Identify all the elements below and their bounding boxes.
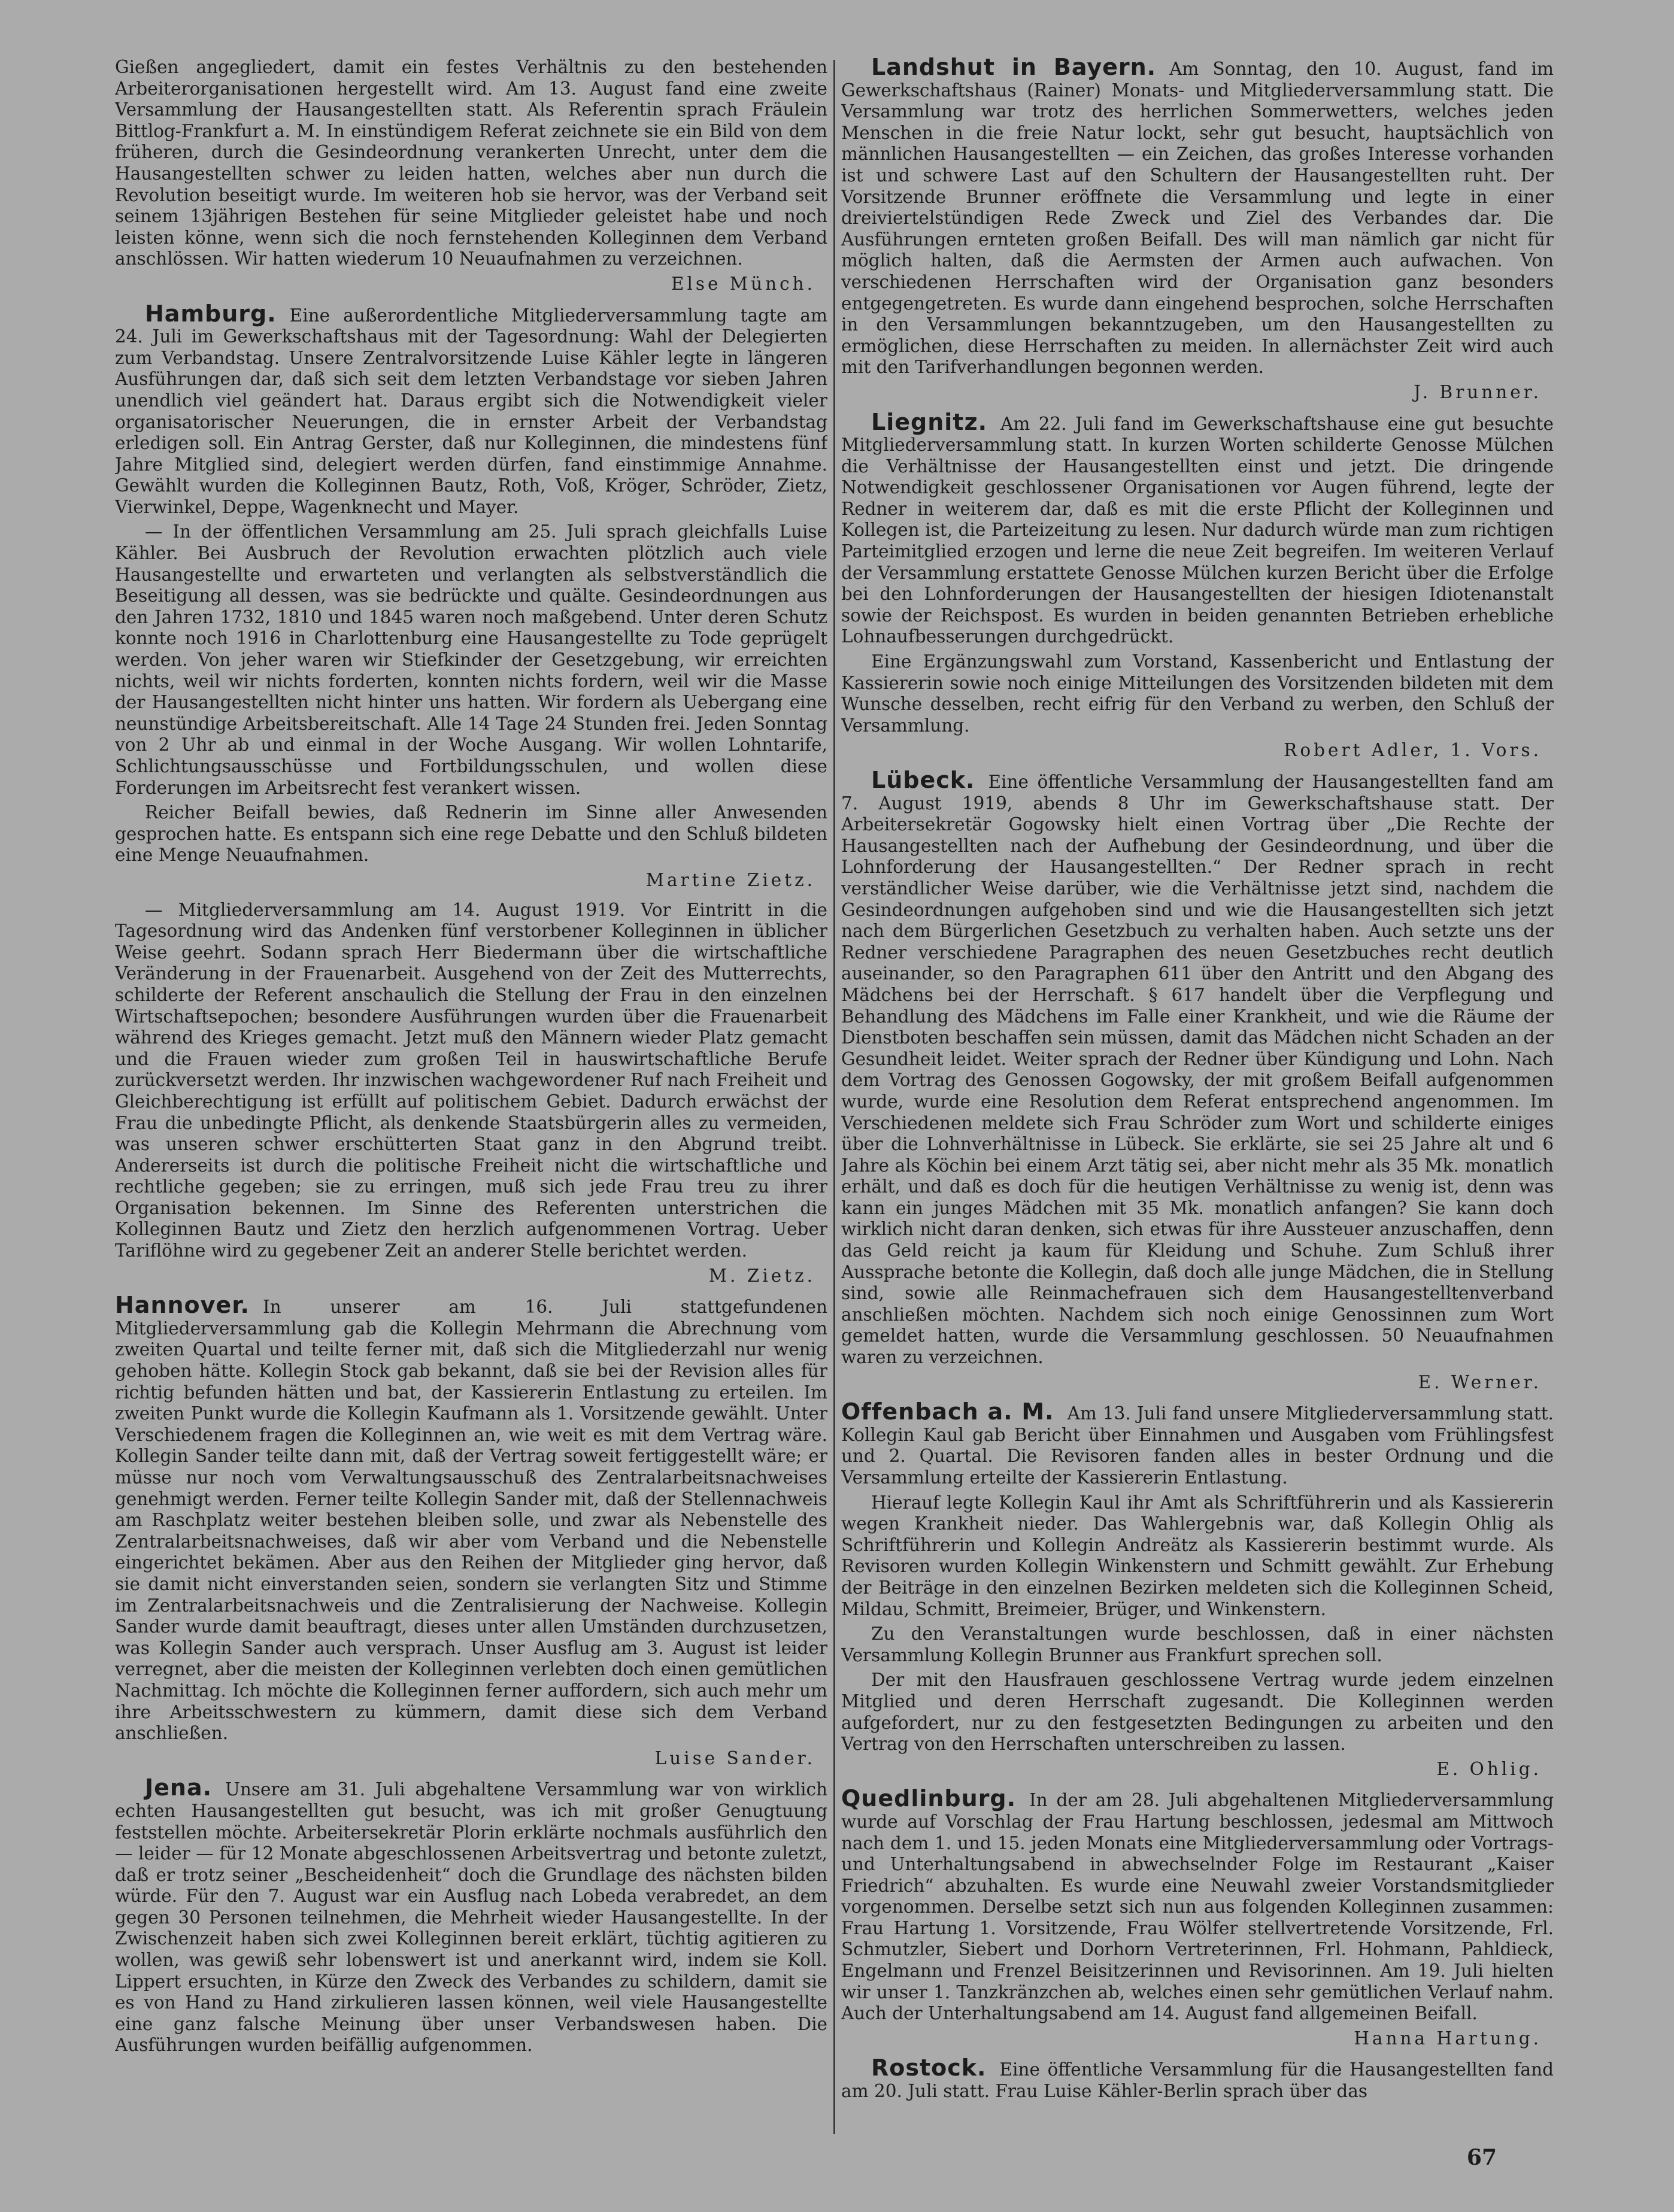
report-landshut (841, 57, 1554, 403)
signature: Hanna Hartung. (1354, 2028, 1542, 2049)
report-jena (115, 1774, 827, 2056)
article-text: Eine öffentliche Versammlung für die Hausangestellten fand am 20. Juli statt. Frau Luise Kähler-Berlin sprach über das (841, 2059, 1554, 2102)
paragraph (841, 408, 1554, 648)
article-text: Eine Ergänzungswahl zum Vorstand, Kassenbericht und Entlastung der Kassiererin sowie noch einige Mitteilungen des Vorsitzenden bildeten mit dem Wunsche desselben, recht eifrig für den Verband zu werben, den Schluß der Versammlung. (841, 651, 1554, 736)
place-heading: Liegnitz. (871, 408, 988, 435)
article-text: In der am 28. Juli abgehaltenen Mitgliederversammlung wurde auf Vorschlag der Frau Hartung beschlossen, jedesmal am Mittwoch nach dem 1. und 15. jeden Monats eine Mitgliederversammlung oder Vortrags- und Unterhaltungsabend in abwechselnder Folge im Restaurant „Kaiser Friedrich“ abzuhalten. Es wurde eine Neuwahl zweier Vorstandsmitglieder vorgenommen. Derselbe setzt sich nun aus folgenden Kolleginnen zusammen: Frau Hartung 1. Vorsitzende, Frau Wölfer stellvertretende Vorsitzende, Frl. Schmutzler, Siebert und Dorhorn Vertreterinnen, Frl. Hohmann, Pahldieck, Engelmann und Frenzel Beisitzerinnen und Revisorinnen. Am 19. Juli hielten wir unser 1. Tanzkränzchen ab, welches einen sehr gemütlichen Verlauf nahm. Auch der Unterhaltungsabend am 14. August fand allgemeinen Beifall. (841, 1790, 1554, 2024)
place-heading: Quedlinburg. (841, 1785, 1017, 1812)
paragraph (115, 57, 827, 270)
paragraph (115, 1292, 827, 1744)
paragraph (841, 57, 1554, 378)
place-heading: Landshut in Bayern. (871, 57, 1157, 80)
report-rostock (841, 2055, 1554, 2102)
article-text: Gießen angegliedert, damit ein festes Verhältnis zu den bestehenden Arbeiterorganisationen hergestellt wird. Am 13. August fand eine zweite Versammlung der Hausangestellten statt. Als Referentin sprach Fräulein Bittlog-Frankfurt a. M. In einstündigem Referat zeichnete sie ein Bild von dem früheren, durch die Gesindeordnung verankerten Unrecht, unter dem die Hausangestellten schwer zu leiden hatten, welches aber nun durch die Revolution beseitigt wurde. Im weiteren hob sie hervor, was der Verband seit seinem 13jährigen Bestehen für seine Mitglieder geleistet habe und noch leisten könne, wenn sich die noch fernstehenden Kolleginnen dem Verband anschlössen. Wir hatten wiederum 10 Neuaufnahmen zu verzeichnen. (115, 57, 827, 269)
report-quedlinburg (841, 1785, 1554, 2049)
paragraph (841, 1670, 1554, 1755)
place-heading: Hamburg. (145, 300, 277, 327)
signature: M. Zietz. (708, 1265, 815, 1286)
article-text: Unsere am 31. Juli abgehaltene Versammlung war von wirklich echten Hausangestellten gut besucht, was ich mit großer Genugtuung feststellen möchte. Arbeitersekretär Plorin erklärte nochmals ausführlich den — leider — für 12 Monate abgeschlossenen Arbeitsvertrag und betonte zuletzt, daß er trotz seiner „Bescheidenheit“ doch die Grundlage des nächsten bilden würde. Für den 7. August war ein Ausflug nach Lobeda verabredet, an dem gegen 30 Personen teilnehmen, die Mehrheit wieder Hausangestellte. In der Zwischenzeit haben sich zwei Kolleginnen bereit erklärt, tüchtig agitieren zu wollen, was gewiß sehr lobenswert ist und anerkannt wird, indem sie Koll. Lippert ersuchten, in Kürze den Zweck des Verbandes zu schildern, damit sie es von Hand zu Hand zirkulieren lassen können, weil viele Hausangestellte eine ganz falsche Meinung über unser Verbandswesen haben. Die Ausführungen wurden beifällig aufgenommen. (115, 1779, 827, 2056)
article-text: In unserer am 16. Juli stattgefundenen Mitgliederversammlung gab die Kollegin Mehrmann die Abrechnung vom zweiten Quartal und teilte ferner mit, daß sich die Mitgliederzahl nur wenig gehoben hätte. Kollegin Stock gab bekannt, daß sie bei der Revision alles für richtig befunden hätten und bat, der Kassiererin Entlastung zu erteilen. Im zweiten Punkt wurde die Kollegin Kaufmann als 1. Vorsitzende gewählt. Unter Verschiedenem fragen die Kolleginnen an, wie weit es mit dem Vertrag wäre. Kollegin Sander teilte dann mit, daß der Vertrag soweit fertiggestellt wäre; er müsse nur noch vom Verwaltungsausschuß des Zentralarbeitsnachweises genehmigt werden. Ferner teilte Kollegin Sander mit, daß der Stellennachweis am Raschplatz weiter bestehen bleiben solle, und zwar als Nebenstelle des Zentralarbeitsnachweises, daß wir aber vom Verband und die Nebenstelle eingerichtet bekämen. Aber aus den Reihen der Mitglieder ging hervor, daß sie damit nicht einverstanden seien, sondern sie verlangten Sitz und Stimme im Zentralarbeitsnachweis und die Zentralisierung der Nachweise. Kollegin Sander wurde damit beauftragt, dieses unter allen Umständen durchzusetzen, was Kollegin Sander auch versprach. Unser Ausflug am 3. August ist leider verregnet, aber die meisten der Kolleginnen verlebten doch einen gemütlichen Nachmittag. Ich möchte die Kolleginnen ferner auffordern, sich auch mehr um ihre Arbeitsschwestern zu kümmern, damit diese sich dem Verband anschließen. (115, 1297, 827, 1744)
paragraph (841, 1492, 1554, 1621)
article-text: Eine außerordentliche Mitgliederversammlung tagte am 24. Juli im Gewerkschaftshaus mit der Tagesordnung: Wahl der Delegierten zum Verbandstag. Unsere Zentralvorsitzende Luise Kähler legte in längeren Ausführungen dar, daß sich seit dem letzten Verbandstage vor sieben Jahren unendlich viel geändert hat. Daraus ergibt sich die Notwendigkeit vieler organisatorischer Neuerungen, die in ernster Arbeit der Verbandstag erledigen soll. Ein Antrag Gerster, daß nur Kolleginnen, die mindestens fünf Jahre Mitglied sind, delegiert werden dürfen, fand einstimmige Annahme. Gewählt wurden die Kolleginnen Bautz, Roth, Voß, Kröger, Schröder, Zietz, Vierwinkel, Deppe, Wagenknecht und Mayer. (115, 305, 827, 517)
place-heading: Hannover. (115, 1292, 250, 1319)
paragraph (115, 1774, 827, 2056)
report-hamburg (115, 300, 827, 891)
report-liegnitz (841, 408, 1554, 762)
report-giessen-continued (115, 57, 827, 295)
paragraph (115, 300, 827, 518)
paragraph (841, 1398, 1554, 1488)
article-text: — In der öffentlichen Versammlung am 25. Juli sprach gleichfalls Luise Kähler. Bei Ausbruch der Revolution erwachten plötzlich auch viele Hausangestellte und erwarteten und verlangten als selbstverständlich die Beseitigung all dessen, was sie bedrückte und quälte. Gesindeordnungen aus den Jahren 1732, 1810 und 1845 waren noch maßgebend. Unter deren Schutz konnte noch 1916 in Charlottenburg eine Hausangestellte zu Tode geprügelt werden. Von jeher waren wir Stiefkinder der Gesetzgebung, wir erreichten nichts, weil wir nichts forderten, konnten nichts fordern, weil wir die Masse der Hausangestellten nicht hinter uns hatten. Wir fordern als Uebergang eine neunstündige Arbeitsbereitschaft. Alle 14 Tage 24 Stunden frei. Jeden Sonntag von 2 Uhr ab und einmal in der Woche Ausgang. Wir wollen Lohntarife, Schlichtungsausschüsse und Fortbildungsschulen, und wollen diese Forderungen im Arbeitsrecht fest verankert wissen. (115, 521, 827, 798)
column-divider (833, 60, 835, 2134)
report-hamburg-meeting (115, 900, 827, 1287)
signature: J. Brunner. (1414, 381, 1542, 402)
article-text: Zu den Veranstaltungen wurde beschlossen, daß in einer nächsten Versammlung Kollegin Brunner aus Frankfurt sprechen soll. (841, 1624, 1554, 1665)
paragraph (841, 2055, 1554, 2102)
article-text: Am Sonntag, den 10. August, fand im Gewerkschaftshaus (Rainer) Monats- und Mitgliederversammlung statt. Die Versammlung war trotz des herrlichen Sommerwetters, welches jeden Menschen in die freie Natur lockt, sehr gut besucht, hauptsächlich von männlichen Hausangestellten — ein Zeichen, das großes Interesse vorhanden ist und schwere Last auf den Schultern der Hausangestellten ruht. Der Vorsitzende Brunner eröffnete die Versammlung und legte in einer dreiviertelstündigen Rede Zweck und Ziel des Verbandes dar. Die Ausführungen ernteten großen Beifall. Des will man nämlich gar nicht für möglich halten, daß die Aermsten der Armen auch aufwachen. Von verschiedenen Herrschaften wird der Organisation ganz besonders entgegengetreten. Es wurde dann eingehend besprochen, solche Herrschaften in den Versammlungen bekanntzugeben, um den Hausangestellten zu ermöglichen, diese Herrschaften zu meiden. In allernächster Zeit wird auch mit den Tarifverhandlungen begonnen werden. (841, 59, 1554, 378)
left-column (115, 57, 827, 2134)
report-offenbach (841, 1398, 1554, 1780)
paragraph (841, 1624, 1554, 1666)
signature: Martine Zietz. (645, 869, 815, 890)
right-column (841, 57, 1554, 2134)
page-number: 67 (1466, 2145, 1497, 2170)
signature: Robert Adler, 1. Vors. (1284, 740, 1542, 761)
signature: E. Ohlig. (1436, 1758, 1542, 1779)
place-heading: Lübeck. (871, 767, 975, 793)
article-text: — Mitgliederversammlung am 14. August 1919. Vor Eintritt in die Tagesordnung wird das Andenken fünf verstorbener Kolleginnen in üblicher Weise geehrt. Sodann sprach Herr Biedermann über die wirtschaftliche Veränderung in der Frauenarbeit. Ausgehend von der Zeit des Mutterrechts, schilderte der Referent anschaulich die Stellung der Frau in den einzelnen Wirtschaftsepochen; besondere Ausführungen wurden über die Frauenarbeit während des Krieges gemacht. Jetzt muß den Männern wieder Platz gemacht und die Frauen wieder zum großen Teil in hauswirtschaftliche Berufe zurückversetzt werden. Ihr inzwischen wachgewordener Ruf nach Freiheit und Gleichberechtigung ist erfüllt auf politischem Gebiet. Dadurch erwächst der Frau die unbedingte Pflicht, als denkende Staatsbürgerin alles zu vermeiden, was unseren schwer erschütterten Staat ganz in den Abgrund treibt. Andererseits ist durch die politische Freiheit nicht die wirtschaftliche und rechtliche gegeben; sie zu erringen, muß sich jede Frau treu zu ihrer Organisation bekennen. Im Sinne des Referenten unterstrichen die Kolleginnen Bautz und Zietz den herzlich aufgenommenen Vortrag. Ueber Tariflöhne wird zu gegebener Zeit an anderer Stelle berichtet werden. (115, 899, 827, 1261)
article-text: Am 22. Juli fand im Gewerkschaftshause eine gut besuchte Mitgliederversammlung statt. In kurzen Worten schilderte Genosse Mülchen die Verhältnisse der Hausangestellten einst und jetzt. Die dringende Notwendigkeit geschlossener Organisationen vor Augen führend, legte der Redner in weiterem dar, daß es mit die erste Pflicht der Kolleginnen und Kollegen ist, die Parteizeitung zu lesen. Nur dadurch würde man zum richtigen Parteimitglied erzogen und lerne die neue Zeit begreifen. Im weiteren Verlauf der Versammlung erstattete Genosse Mülchen kurzen Bericht über die Erfolge bei den Lohnforderungen der Hausangestellten der hiesigen Idiotenanstalt sowie der Reichspost. Es wurden in beiden genannten Betrieben erhebliche Lohnaufbesserungen durchgedrückt. (841, 413, 1554, 647)
article-text: Eine öffentliche Versammlung der Hausangestellten fand am 7. August 1919, abends 8 Uhr im Gewerkschaftshause statt. Der Arbeitersekretär Gogowsky hielt einen Vortrag über „Die Rechte der Hausangestellten nach der Aufhebung der Gesindeordnung, und über die Lohnforderung der Hausangestellten.“ Der Redner sprach in recht verständlicher Weise darüber, wie die Verhältnisse jetzt sind, nachdem die Gesindeordnungen aufgehoben sind und wie die Hausangestellten sich jetzt nach dem Bürgerlichen Gesetzbuch zu verhalten haben. Auch setzte uns der Redner verschiedene Paragraphen des neuen Gesetzbuches recht deutlich auseinander, so den Paragraphen 611 über den Antritt und den Abgang des Mädchens bei der Herrschaft. § 617 handelt über die Verpflegung und Behandlung des Mädchens im Falle einer Krankheit, und wie die Räume der Dienstboten beschaffen sein müssen, damit das Mädchen nicht Schaden an der Gesundheit leidet. Weiter sprach der Redner über Kündigung und Lohn. Nach dem Vortrag des Genossen Gogowsky, der mit großem Beifall aufgenommen wurde, wurde eine Resolution dem Referat entsprechend angenommen. Im Verschiedenen meldete sich Frau Schröder zum Wort und schilderte einiges über die Lohnverhältnisse in Lübeck. Sie erklärte, sie sei 25 Jahre alt und 6 Jahre als Köchin bei einem Arzt tätig sei, aber nicht mehr als 35 Mk. monatlich erhält, und daß es doch für die heutigen Verhältnisse zu wenig ist, denn was kann ein junges Mädchen mit 35 Mk. monatlich anfangen? Sie kann doch wirklich nicht daran denken, sich etwas für ihre Aussteuer anzuschaffen, denn das Geld reicht ja kaum für Kleidung und Schuhe. Zum Schluß ihrer Aussprache betonte die Kollegin, daß doch alle junge Mädchen, die in Stellung sind, sowie alle Reinmachefrauen sich dem Hausangestelltenverband anschließen möchten. Nachdem sich noch einige Genossinnen zum Wort gemeldet hatten, wurde die Versammlung geschlossen. 50 Neuaufnahmen waren zu verzeichnen. (841, 772, 1554, 1368)
article-text: Hierauf legte Kollegin Kaul ihr Amt als Schriftführerin und als Kassiererin wegen Krankheit nieder. Das Wahlergebnis war, daß Kollegin Ohlig als Schriftführerin und Kollegin Andreätz als Kassiererin bestimmt wurde. Als Revisoren wurden Kollegin Winkenstern und Schmitt gewählt. Zur Erhebung der Beiträge in den einzelnen Bezirken meldeten sich die Kolleginnen Scheid, Mildau, Schmitt, Breimeier, Brüger, und Winkenstern. (841, 1492, 1554, 1619)
article-text: Der mit den Hausfrauen geschlossene Vertrag wurde jedem einzelnen Mitglied und deren Herrschaft zugesandt. Die Kolleginnen werden aufgefordert, nur zu den festgesetzten Bedingungen zu arbeiten und den Vertrag von den Herrschaften unterschreiben zu lassen. (841, 1670, 1554, 1755)
signature: Else Münch. (671, 273, 815, 294)
paragraph (841, 651, 1554, 736)
paragraph (115, 802, 827, 866)
article-text: Reicher Beifall bewies, daß Rednerin im Sinne aller Anwesenden gesprochen hatte. Es entspann sich eine rege Debatte und den Schluß bildeten eine Menge Neuaufnahmen. (115, 802, 827, 866)
paragraph (115, 900, 827, 1262)
place-heading: Rostock. (871, 2055, 987, 2081)
report-hannover (115, 1292, 827, 1769)
paragraph (841, 767, 1554, 1369)
place-heading: Offenbach a. M. (841, 1398, 1054, 1425)
paragraph (841, 1785, 1554, 2025)
article-text: Am 13. Juli fand unsere Mitgliederversammlung statt. Kollegin Kaul gab Bericht über Einnahmen und Ausgaben vom Frühlingsfest und 2. Quartal. Die Revisoren fanden alles in bester Ordnung und die Versammlung erteilte der Kassiererin Entlastung. (841, 1403, 1554, 1488)
paragraph (115, 521, 827, 799)
signature: Luise Sander. (654, 1747, 815, 1768)
signature: E. Werner. (1418, 1371, 1542, 1392)
place-heading: Jena. (145, 1774, 213, 1801)
report-luebeck (841, 767, 1554, 1393)
